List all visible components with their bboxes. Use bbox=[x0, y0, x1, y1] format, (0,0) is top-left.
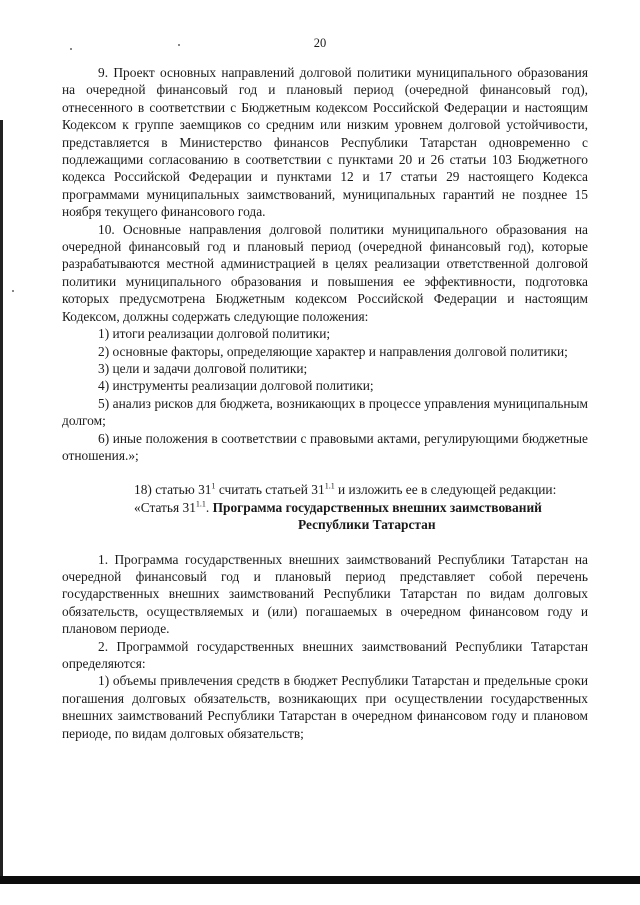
article-heading bbox=[62, 499, 588, 516]
amendment-middle: считать статьей 31 bbox=[215, 482, 325, 498]
amendment-middle-sup: 1.1 bbox=[324, 481, 335, 491]
paragraph-9: 9. Проект основных направлений долговой политики муниципального образования на очередной финансовый год и плановый период (очередной финансовый год), отнесенного в соответствии с Бюджетным кодексом Российской Федерации и настоящим Кодексом к группе заемщиков со средним или низким уровнем долговой устойчивости, представляется в Министерство финансов Республики Татарстан одновременно с подлежащими согласованию в соответствии с пунктами 20 и 26 статьи 103 Бюджетного кодекса Российской Федерации и пунктами 12 и 17 статьи 29 настоящего Кодекса программами муниципальных заимствований, муниципальных гарантий не позднее 15 ноября текущего финансового года. bbox=[62, 65, 588, 220]
scan-speck bbox=[12, 290, 14, 292]
scan-bottom-edge bbox=[0, 876, 640, 884]
scan-left-edge bbox=[0, 120, 3, 880]
article-sup: 1.1 bbox=[195, 499, 206, 509]
page-number: 20 bbox=[313, 36, 327, 50]
scan-speck bbox=[178, 44, 180, 46]
list-item-2: 2) основные факторы, определяющие характер и направления долговой политики; bbox=[98, 343, 568, 359]
list-item-3: 3) цели и задачи долговой политики; bbox=[98, 360, 308, 376]
paragraph-10: 10. Основные направления долговой политики муниципального образования на очередной финансовый год и плановый период (очередной финансовый год), которые разрабатываются местной администрацией в целях реализации ответственной долговой политики муниципального образования и повышения ее эффективности, подготовка которых предусмотрена Бюджетным кодексом Российской Федерации и настоящим Кодексом, должны содержать следующие положения: bbox=[62, 221, 588, 324]
list-item-4: 4) инструменты реализации долговой политики; bbox=[98, 378, 374, 394]
amendment-lead: 18) статью 31 bbox=[134, 482, 212, 498]
amendment-line bbox=[62, 481, 588, 498]
list-item-1: 1) итоги реализации долговой политики; bbox=[98, 326, 331, 342]
article-title-line-2: Республики Татарстан bbox=[298, 517, 436, 533]
article-paragraph-1: 1. Программа государственных внешних заимствований Республики Татарстан на очередной финансовый год и плановый период представляет собой перечень государственных внешних заимствований Республики Татарстан по видам долговых обязательств, осуществляемых и (или) погашаемых в очередном финансовом году и плановом периоде. bbox=[62, 551, 588, 637]
article-paragraph-2-item-1: 1) объемы привлечения средств в бюджет Республики Татарстан и предельные сроки погашения долговых обязательств, возникающих при осуществлении государственных внешних заимствований Республики Татарстан в очередном финансовом году и плановом периоде, по видам долговых обязательств; bbox=[62, 673, 588, 741]
amendment-lead-sup: 1 bbox=[211, 481, 216, 491]
list-item-6: 6) иные положения в соответствии с правовыми актами, регулирующими бюджетные отношения.»; bbox=[62, 430, 588, 463]
article-dot: . bbox=[205, 499, 213, 515]
article-title-line-1: Программа государственных внешних заимствований bbox=[212, 499, 542, 515]
article-prefix: «Статья 31 bbox=[134, 499, 196, 515]
amendment-tail: и изложить ее в следующей редакции: bbox=[334, 482, 557, 498]
list-item-5: 5) анализ рисков для бюджета, возникающих в процессе управления муниципальным долгом; bbox=[62, 395, 588, 429]
document-body bbox=[62, 64, 588, 742]
scan-speck bbox=[70, 48, 72, 50]
article-paragraph-2: 2. Программой государственных внешних заимствований Республики Татарстан определяются: bbox=[62, 638, 588, 671]
